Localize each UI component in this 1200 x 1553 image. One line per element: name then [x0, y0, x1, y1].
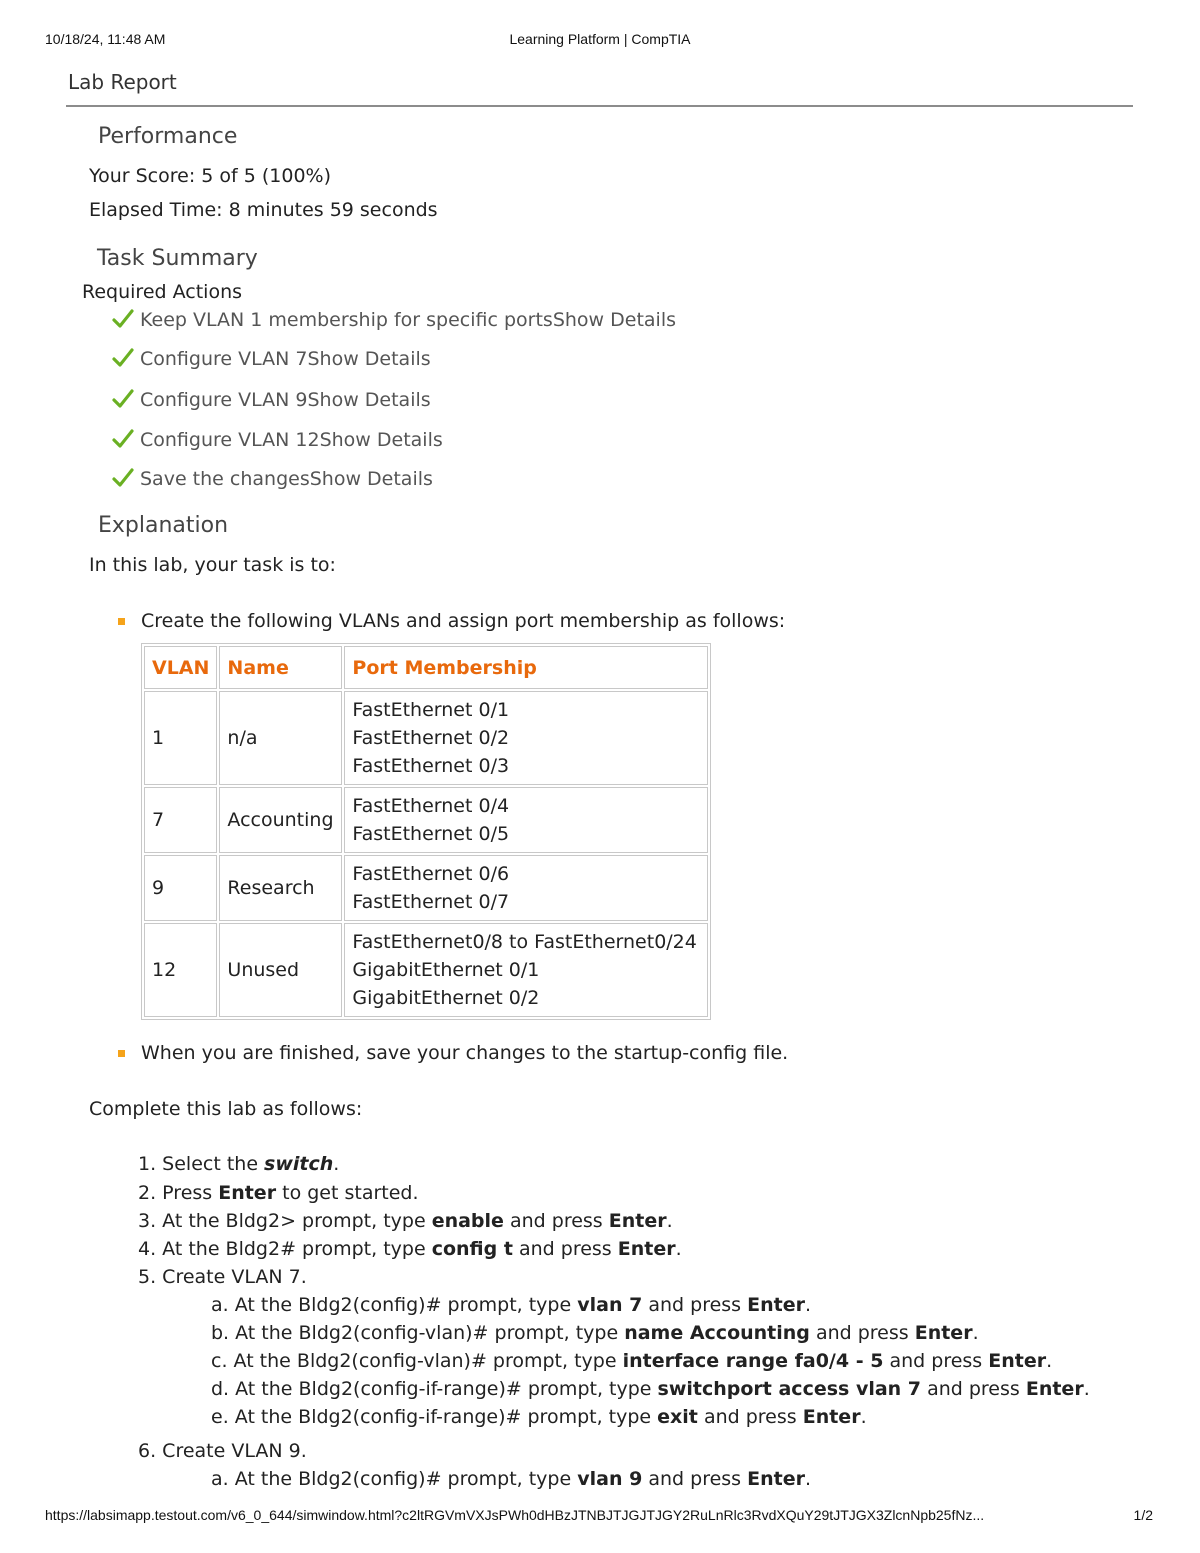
command-text: config t — [431, 1238, 513, 1260]
sub-step — [211, 1468, 811, 1490]
task-label: Configure VLAN 12 — [140, 429, 320, 451]
performance-heading: Performance — [98, 124, 238, 149]
step-text: At the Bldg2# prompt, type — [162, 1238, 432, 1260]
command-text: Enter — [802, 1406, 861, 1428]
explanation-intro: In this lab, your task is to: — [89, 554, 336, 576]
step-number: 2. — [138, 1182, 163, 1204]
step — [138, 1238, 682, 1260]
title-divider — [66, 105, 1133, 107]
step-text: and press — [503, 1210, 609, 1232]
command-text: Enter — [218, 1182, 277, 1204]
task-item — [112, 347, 431, 373]
cell-port-membership — [344, 691, 708, 785]
cell-name: n/a — [219, 691, 342, 785]
checkmark-icon — [112, 428, 134, 450]
cell-vlan: 7 — [144, 787, 217, 853]
print-date: 10/18/24, 11:48 AM — [45, 31, 166, 47]
step-text: Create VLAN 7. — [162, 1266, 307, 1288]
step-text: Select the — [162, 1153, 265, 1175]
step-text: . — [804, 1468, 812, 1490]
complete-intro: Complete this lab as follows: — [89, 1098, 363, 1120]
table-row — [144, 787, 708, 853]
command-text: Enter — [747, 1468, 805, 1490]
score-text: Your Score: 5 of 5 (100%) — [89, 165, 332, 187]
step-text: At the Bldg2(config)# prompt, type — [234, 1294, 578, 1316]
vlan-table — [141, 643, 711, 1020]
task-item — [112, 467, 433, 493]
step-text: Create VLAN 9. — [162, 1440, 307, 1462]
command-text: vlan 9 — [577, 1468, 643, 1490]
cell-port-membership — [344, 787, 708, 853]
task-item — [112, 388, 431, 414]
print-footer — [45, 1507, 1155, 1525]
column-header-name: Name — [219, 646, 342, 689]
step-text: and press — [809, 1322, 915, 1344]
required-actions-label: Required Actions — [82, 281, 243, 303]
sub-step — [211, 1322, 979, 1344]
task-label: Keep VLAN 1 membership for specific ports — [140, 309, 553, 331]
show-details-link[interactable]: Show Details — [319, 429, 443, 451]
step-text: At the Bldg2> prompt, type — [162, 1210, 432, 1232]
step-text: and press — [512, 1238, 618, 1260]
command-text: enable — [431, 1210, 504, 1232]
step-text: . — [1046, 1350, 1053, 1372]
step-number: a. — [211, 1468, 235, 1490]
step-number: b. — [211, 1322, 236, 1344]
command-text: exit — [657, 1406, 698, 1428]
cell-vlan: 12 — [144, 923, 217, 1017]
task-item — [112, 308, 676, 334]
step-text: . — [666, 1210, 673, 1232]
port-entry: FastEthernet 0/2 — [352, 727, 510, 749]
show-details-link[interactable]: Show Details — [552, 309, 677, 331]
step-text: At the Bldg2(config-vlan)# prompt, type — [235, 1322, 625, 1344]
step-number: d. — [211, 1378, 236, 1400]
command-text: switchport access vlan 7 — [657, 1378, 922, 1400]
port-entry: FastEthernet 0/1 — [352, 699, 510, 721]
task-label: Configure VLAN 9 — [140, 389, 308, 411]
print-page-title: Learning Platform | CompTIA — [509, 31, 691, 47]
step — [138, 1266, 307, 1288]
sub-step — [211, 1350, 1052, 1372]
column-header-vlan: VLAN — [144, 646, 217, 689]
step-number: 3. — [138, 1210, 163, 1232]
step-text: to get started. — [276, 1182, 419, 1204]
cell-name: Research — [219, 855, 342, 921]
cell-name: Accounting — [219, 787, 342, 853]
step-number: 4. — [138, 1238, 163, 1260]
command-text: vlan 7 — [577, 1294, 643, 1316]
cell-port-membership — [344, 923, 708, 1017]
command-text: name Accounting — [624, 1322, 810, 1344]
bullet-marker — [118, 618, 125, 625]
table-row — [144, 923, 708, 1017]
table-row — [144, 855, 708, 921]
bullet-create-vlans: Create the following VLANs and assign port membership as follows: — [141, 610, 786, 632]
step-text: and press — [642, 1294, 748, 1316]
task-summary-heading: Task Summary — [97, 246, 258, 271]
step-text: . — [804, 1294, 812, 1316]
checkmark-icon — [112, 347, 134, 369]
step-text: At the Bldg2(config)# prompt, type — [234, 1468, 578, 1490]
step-number: c. — [211, 1350, 234, 1372]
task-item — [112, 428, 443, 454]
table-row — [144, 691, 708, 785]
table-header-row — [144, 646, 708, 689]
sub-step — [211, 1406, 867, 1428]
port-entry: FastEthernet 0/4 — [352, 795, 510, 817]
checkmark-icon — [112, 308, 134, 330]
bullet-marker — [118, 1050, 125, 1057]
step-number: 5. — [138, 1266, 163, 1288]
step-text: . — [860, 1406, 867, 1428]
step-text: . — [333, 1153, 340, 1175]
print-page-number: 1/2 — [1133, 1507, 1153, 1523]
cell-name: Unused — [219, 923, 342, 1017]
step-text: . — [675, 1238, 682, 1260]
explanation-heading: Explanation — [98, 513, 229, 538]
column-header-port-membership: Port Membership — [344, 646, 708, 689]
step-number: 1. — [138, 1153, 163, 1175]
step-text: and press — [697, 1406, 803, 1428]
port-entry: GigabitEthernet 0/2 — [352, 987, 540, 1009]
bullet-save-changes: When you are finished, save your changes to the startup-config file. — [141, 1042, 789, 1064]
show-details-link[interactable]: Show Details — [309, 468, 433, 490]
command-text: Enter — [988, 1350, 1047, 1372]
sub-step — [211, 1378, 1090, 1400]
task-label: Configure VLAN 7 — [140, 348, 308, 370]
port-entry: FastEthernet 0/5 — [352, 823, 510, 845]
step-text: Press — [162, 1182, 219, 1204]
cell-port-membership — [344, 855, 708, 921]
port-entry: FastEthernet0/8 to FastEthernet0/24 — [352, 931, 697, 953]
step-text: . — [972, 1322, 979, 1344]
step-text: and press — [883, 1350, 989, 1372]
emphasis-text: switch — [264, 1153, 334, 1175]
task-label: Save the changes — [140, 468, 310, 490]
step — [138, 1153, 339, 1175]
port-entry: FastEthernet 0/3 — [352, 755, 510, 777]
step-text: and press — [642, 1468, 748, 1490]
sub-step — [211, 1294, 811, 1316]
command-text: interface range fa0/4 - 5 — [622, 1350, 884, 1372]
step — [138, 1440, 307, 1462]
cell-vlan: 1 — [144, 691, 217, 785]
cell-vlan: 9 — [144, 855, 217, 921]
vlan-table-body — [144, 691, 708, 1017]
show-details-link[interactable]: Show Details — [307, 348, 431, 370]
command-text: Enter — [747, 1294, 805, 1316]
step-text: At the Bldg2(config-vlan)# prompt, type — [233, 1350, 623, 1372]
command-text: Enter — [617, 1238, 676, 1260]
checkmark-icon — [112, 388, 134, 410]
port-entry: FastEthernet 0/6 — [352, 863, 510, 885]
command-text: Enter — [914, 1322, 973, 1344]
step-number: e. — [211, 1406, 235, 1428]
checkmark-icon — [112, 467, 134, 489]
step — [138, 1182, 419, 1204]
step-number: a. — [211, 1294, 235, 1316]
step — [138, 1210, 673, 1232]
command-text: Enter — [608, 1210, 667, 1232]
command-text: Enter — [1025, 1378, 1084, 1400]
step-number: 6. — [138, 1440, 163, 1462]
elapsed-time-text: Elapsed Time: 8 minutes 59 seconds — [89, 199, 438, 221]
step-text: At the Bldg2(config-if-range)# prompt, type — [235, 1378, 658, 1400]
port-entry: FastEthernet 0/7 — [352, 891, 510, 913]
step-text: At the Bldg2(config-if-range)# prompt, type — [234, 1406, 658, 1428]
step-text: . — [1083, 1378, 1090, 1400]
lab-report-title: Lab Report — [68, 70, 177, 94]
print-url: https://labsimapp.testout.com/v6_0_644/simwindow.html?c2ltRGVmVXJsPWh0dHBzJTNBJTJGJTJGY2RuLnRlc3RvdXQuY29tJTJGX3ZlcnNpb25fNz... — [45, 1507, 985, 1523]
step-text: and press — [921, 1378, 1026, 1400]
show-details-link[interactable]: Show Details — [307, 389, 431, 411]
port-entry: GigabitEthernet 0/1 — [352, 959, 540, 981]
